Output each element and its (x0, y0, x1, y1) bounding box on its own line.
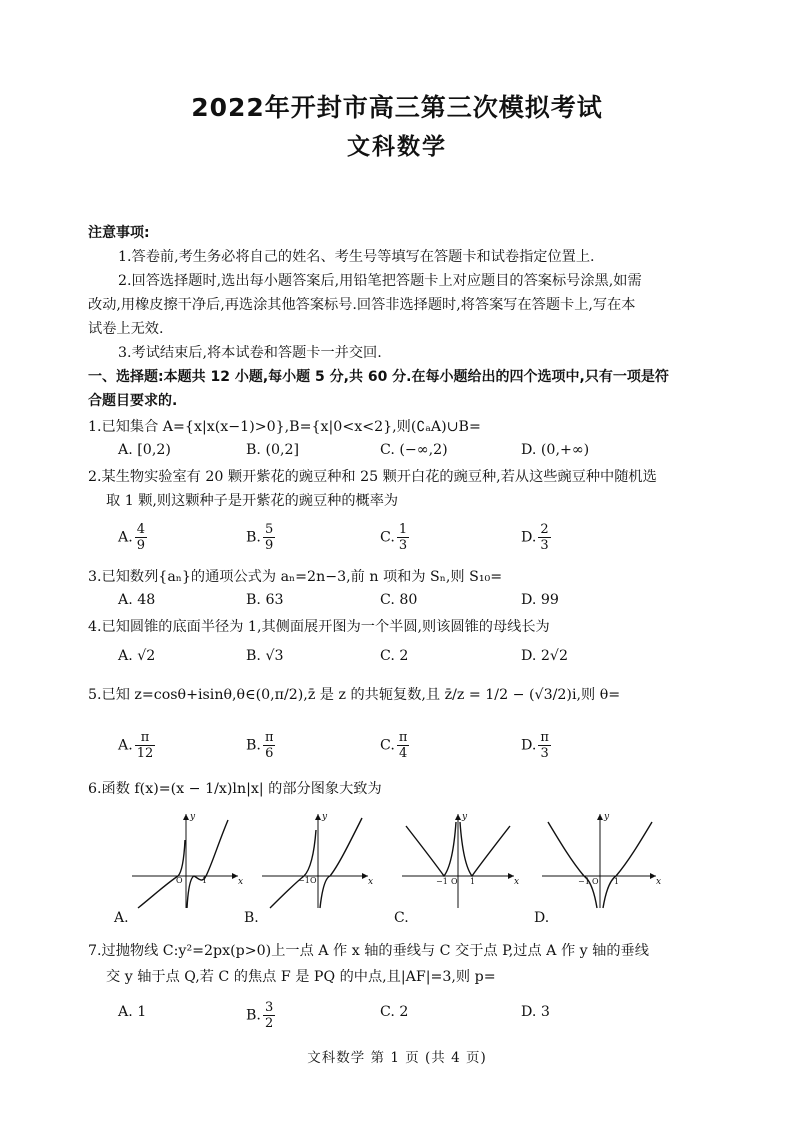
notice-line-2c: 试卷上无效. (88, 321, 164, 337)
option-a: A. [0,2) (118, 442, 171, 458)
tick-label-1: 1 (470, 877, 476, 886)
option-b: B. $\frac{5}{9}$ (246, 522, 274, 553)
tick-label-neg1: −1 (578, 877, 590, 886)
graph-option-b (244, 810, 374, 930)
notice-line-2a: 2.回答选择题时,选出每小题答案后,用铅笔把答题卡上对应题目的答案标号涂黑,如需 (118, 273, 642, 289)
origin-label: O (176, 876, 183, 885)
x-axis-label: x (656, 877, 662, 887)
tick-label-neg1: −1 (298, 876, 310, 885)
option-c: C. (−∞,2) (380, 442, 448, 458)
option-d: D. $\frac{\pi}{3}$ (521, 730, 549, 761)
page-title: 2022年开封市高三第三次模拟考试 (191, 93, 603, 122)
graph-option-d (534, 810, 663, 930)
graph-label-a: A. (114, 910, 129, 926)
question-7-stem-cont: 交 y 轴于点 Q,若 C 的焦点 F 是 PQ 的中点,且|AF|=3,则 p= (106, 969, 496, 985)
graph-d-plot (538, 810, 663, 910)
option-d: D. 2√2 (521, 648, 568, 664)
option-a: A. 48 (118, 592, 156, 608)
y-axis-label: y (462, 812, 468, 822)
option-a: A. 1 (118, 1004, 147, 1020)
option-b: B. (0,2] (246, 442, 300, 458)
option-b: B. $\frac{\pi}{6}$ (246, 730, 274, 761)
x-axis-label: x (368, 877, 374, 887)
option-c: C. 2 (380, 648, 409, 664)
x-axis-label: x (238, 877, 244, 887)
notice-heading: 注意事项: (88, 225, 150, 241)
question-7-stem: 7.过抛物线 C:y²=2px(p>0)上一点 A 作 x 轴的垂线与 C 交于点 P,过点 A 作 y 轴的垂线 (88, 943, 649, 959)
option-d: D. $\frac{2}{3}$ (521, 522, 549, 553)
graph-label-d: D. (534, 910, 550, 926)
section-heading-cont: 合题目要求的. (88, 393, 178, 409)
y-axis-label: y (604, 812, 610, 822)
tick-label-neg1: −1 (436, 877, 448, 886)
origin-label: O (451, 877, 458, 886)
option-c: C. $\frac{\pi}{4}$ (380, 730, 408, 761)
origin-label: O (310, 876, 317, 885)
question-2-stem-cont: 取 1 颗,则这颗种子是开紫花的豌豆种的概率为 (106, 493, 399, 509)
question-2-stem: 2.某生物实验室有 20 颗开紫花的豌豆种和 25 颗开白花的豌豆种,若从这些豌豆种中随机选 (88, 469, 657, 485)
option-a: A. $\frac{4}{9}$ (118, 522, 146, 553)
graph-option-c (394, 810, 523, 930)
origin-label: O (592, 877, 599, 886)
tick-label-1: 1 (614, 877, 620, 886)
option-b: B. 63 (246, 592, 284, 608)
option-b: B. $\frac{3}{2}$ (246, 1000, 274, 1031)
y-axis-label: y (190, 812, 196, 822)
question-3-stem: 3.已知数列{aₙ}的通项公式为 aₙ=2n−3,前 n 项和为 Sₙ,则 S₁₀= (88, 569, 503, 585)
notice-line-1: 1.答卷前,考生务必将自己的姓名、考生号等填写在答题卡和试卷指定位置上. (118, 249, 595, 265)
notice-line-2b: 改动,用橡皮擦干净后,再选涂其他答案标号.回答非选择题时,将答案写在答题卡上,写在本 (88, 297, 636, 313)
option-c: C. 2 (380, 1004, 409, 1020)
question-7-options (118, 1000, 718, 1040)
question-5-options (118, 730, 718, 770)
y-axis-label: y (322, 812, 328, 822)
option-a: A. $\frac{\pi}{12}$ (118, 730, 154, 761)
graph-option-a (114, 810, 244, 930)
question-6-graphs (114, 810, 678, 935)
option-d: D. 99 (521, 592, 559, 608)
x-axis-label: x (514, 877, 520, 887)
tick-label-1: 1 (202, 876, 208, 885)
option-c: C. 80 (380, 592, 418, 608)
graph-a-plot (118, 810, 243, 910)
question-4-options (118, 648, 718, 688)
question-1-stem: 1.已知集合 A={x|x(x−1)>0},B={x|0<x<2},则(∁ₐA)∪B= (88, 419, 481, 435)
option-d: D. 3 (521, 1004, 550, 1020)
option-c: C. $\frac{1}{3}$ (380, 522, 408, 553)
graph-b-plot (248, 810, 373, 910)
graph-c-plot (398, 810, 523, 910)
question-2-options (118, 522, 718, 562)
notice-line-3: 3.考试结束后,将本试卷和答题卡一并交回. (118, 345, 382, 361)
question-5-stem: 5.已知 z=cosθ+isinθ,θ∈(0,π/2),z̄ 是 z 的共轭复数,且 z̄/z = 1/2 − (√3/2)i,则 θ= (88, 687, 621, 703)
graph-label-c: C. (394, 910, 409, 926)
option-b: B. √3 (246, 648, 284, 664)
section-heading: 一、选择题:本题共 12 小题,每小题 5 分,共 60 分.在每小题给出的四个选项中,只有一项是符 (88, 369, 669, 385)
question-6-stem: 6.函数 f(x)=(x − 1/x)ln|x| 的部分图象大致为 (88, 781, 382, 797)
graph-label-b: B. (244, 910, 259, 926)
question-4-stem: 4.已知圆锥的底面半径为 1,其侧面展开图为一个半圆,则该圆锥的母线长为 (88, 619, 550, 635)
option-a: A. √2 (118, 648, 156, 664)
page-subtitle: 文科数学 (347, 134, 447, 160)
page-footer: 文科数学 第 1 页 (共 4 页) (307, 1050, 487, 1066)
option-d: D. (0,+∞) (521, 442, 590, 458)
